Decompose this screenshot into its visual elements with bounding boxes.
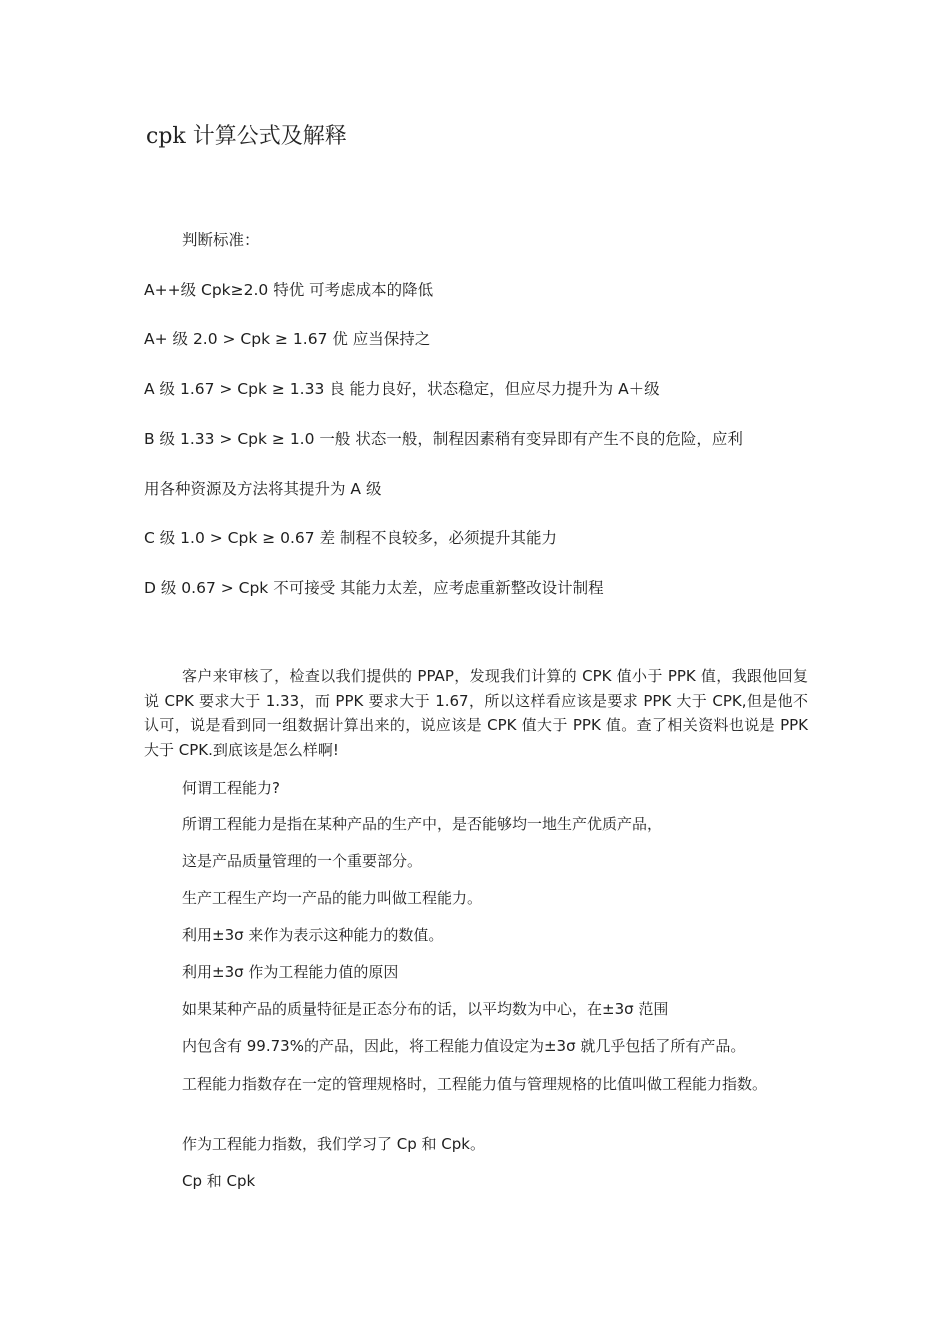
body-line: 这是产品质量管理的一个重要部分。 bbox=[182, 852, 423, 870]
closing-line: Cp 和 Cpk bbox=[182, 1172, 256, 1190]
body-line: 内包含有 99.73%的产品，因此，将工程能力值设定为±3σ 就几乎包括了所有产品。 bbox=[182, 1037, 746, 1055]
index-paragraph: 工程能力指数存在一定的管理规格时，工程能力值与管理规格的比值叫做工程能力指数。 bbox=[182, 1075, 768, 1093]
body-line: 利用±3σ 作为工程能力值的原因 bbox=[182, 963, 399, 981]
question-paragraph: 客户来审核了，检查以我们提供的 PPAP，发现我们计算的 CPK 值小于 PPK 值，我跟他回复说 CPK 要求大于 1.33，而 PPK 要求大于 1.67，所以这样看应该是要求 PPK 大于 CPK,但是他不认可，说是看到同一组数据计算出来的，说应该是 CPK 值大于 PPK 值。查了相关资料也说是 PPK 大于 CPK.到底该是怎么样啊! bbox=[144, 667, 808, 759]
body-line: 所谓工程能力是指在某种产品的生产中，是否能够均一地生产优质产品， bbox=[182, 815, 663, 833]
document-title: cpk 计算公式及解释 bbox=[146, 124, 347, 149]
body-line: 何谓工程能力? bbox=[182, 779, 280, 797]
grade-line-b-continued: 用各种资源及方法将其提升为 A 级 bbox=[144, 480, 382, 498]
grade-line-a: A 级 1.67 > Cpk ≥ 1.33 良 能力良好，状态稳定，但应尽力提升为 A＋级 bbox=[144, 380, 660, 398]
grade-line-c: C 级 1.0 > Cpk ≥ 0.67 差 制程不良较多，必须提升其能力 bbox=[144, 529, 558, 547]
body-line: 生产工程生产均一产品的能力叫做工程能力。 bbox=[182, 889, 483, 907]
body-line: 利用±3σ 来作为表示这种能力的数值。 bbox=[182, 926, 444, 944]
grade-line-a-plus-plus: A++级 Cpk≥2.0 特优 可考虑成本的降低 bbox=[144, 281, 434, 299]
grade-line-b: B 级 1.33 > Cpk ≥ 1.0 一般 状态一般，制程因素稍有变异即有产生不良的危险，应利 bbox=[144, 430, 743, 448]
body-line: 如果某种产品的质量特征是正态分布的话，以平均数为中心，在±3σ 范围 bbox=[182, 1000, 669, 1018]
grade-line-d: D 级 0.67 > Cpk 不可接受 其能力太差，应考虑重新整改设计制程 bbox=[144, 579, 604, 597]
closing-line: 作为工程能力指数，我们学习了 Cp 和 Cpk。 bbox=[182, 1135, 485, 1153]
grade-line-a-plus: A+ 级 2.0 > Cpk ≥ 1.67 优 应当保持之 bbox=[144, 330, 431, 348]
criteria-heading: 判断标准： bbox=[182, 231, 260, 249]
